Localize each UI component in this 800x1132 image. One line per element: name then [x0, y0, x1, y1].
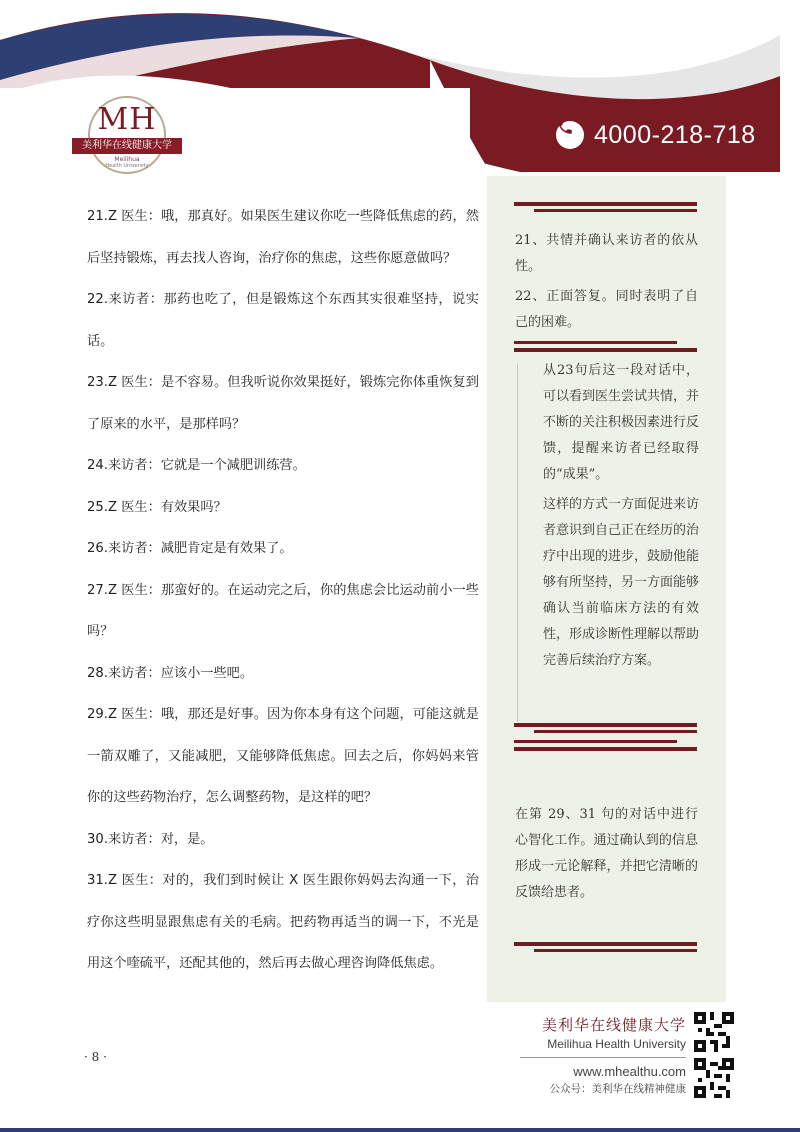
logo-mark: MH	[97, 102, 157, 137]
qr-code-icon[interactable]	[694, 1058, 734, 1098]
dialogue-line-29: 29.Z 医生：哦，那还是好事。因为你本身有这个问题，可能这就是一箭双雕了，又能减肥，又能够降低焦虑。回去之后，你妈妈来管你的这些药物治疗，怎么调整药物，是这样的吧？	[87, 707, 479, 805]
sidebar-divider	[514, 723, 697, 737]
phone-icon	[556, 121, 584, 149]
sidebar-divider	[514, 740, 697, 754]
website-link[interactable]: www.mhealthu.com	[573, 1064, 686, 1079]
sidebar-divider	[514, 202, 697, 216]
annotation-note-1	[515, 228, 698, 340]
annotation-text: 21、共情并确认来访者的依从性。	[515, 233, 698, 274]
footer-brand	[520, 1014, 686, 1096]
page-number: · 8 ·	[84, 1050, 107, 1064]
dialogue-line-26: 26.来访者：减肥肯定是有效果了。	[87, 541, 293, 556]
annotation-text: 从23句后这一段对话中，可以看到医生尝试共情，并不断的关注积极因素进行反馈，提醒来访者已经取得的“成果”。	[543, 363, 700, 482]
dialogue-line-30: 30.来访者：对，是。	[87, 831, 214, 847]
brand-name-en: Meilihua Health University	[547, 1037, 686, 1051]
dialogue-line-25: 25.Z 医生：有效果吗？	[87, 499, 227, 515]
dialogue-line-21: 21.Z 医生：哦，那真好。如果医生建议你吃一些降低焦虑的药，然后坚持锻炼，再去找人咨询，治疗你的焦虑，这些你愿意做吗？	[87, 209, 479, 266]
annotation-text: 这样的方式一方面促进来访者意识到自己正在经历的治疗中出现的进步，鼓励他能够有所坚持，另一方面能够确认当前临床方法的有效性，形成诊断性理解以帮助完善后续治疗方案。	[543, 497, 700, 668]
annotation-text: 在第 29、31 句的对话中进行心智化工作。通过确认到的信息形成一元论解释，并把它清晰的反馈给患者。	[515, 807, 698, 900]
annotation-sidebar	[487, 176, 726, 1002]
logo-subtitle: Meilihua	[114, 156, 140, 163]
annotation-note-3	[515, 802, 698, 910]
annotation-note-2	[543, 358, 699, 678]
phone-contact[interactable]	[556, 118, 756, 152]
brand-logo	[72, 96, 182, 180]
brand-name-cn: 美利华在线健康大学	[541, 1016, 686, 1034]
logo-subtitle-2: Health University	[105, 163, 149, 169]
dialogue-line-28: 28.来访者：应该小一些吧。	[87, 665, 254, 681]
qr-code-icon[interactable]	[694, 1012, 734, 1052]
dialogue-line-24: 24.来访者：它就是一个减肥训练营。	[87, 458, 306, 473]
dialogue-line-31: 31.Z 医生：对的，我们到时候让 X 医生跟你妈妈去沟通一下，治疗你这些明显跟焦虑有关的毛病。把药物再适当的调一下，不光是用这个喹硫平，还配其他的，然后再去做心理咨询降低焦虑。	[87, 873, 479, 971]
annotation-rule	[517, 364, 518, 722]
dialogue-line-22: 22.来访者：那药也吃了，但是锻炼这个东西其实很难坚持，说实话。	[87, 292, 479, 349]
dialogue-column	[87, 196, 479, 985]
sidebar-divider	[514, 341, 697, 355]
page-header	[0, 0, 800, 180]
annotation-text: 22、正面答复。同时表明了自己的困难。	[515, 289, 698, 330]
dialogue-line-27: 27.Z 医生：那蛮好的。在运动完之后，你的焦虑会比运动前小一些吗？	[87, 582, 479, 639]
dialogue-line-23: 23.Z 医生：是不容易。但我听说你效果挺好，锻炼完你体重恢复到了原来的水平，是那样吗？	[87, 375, 479, 432]
footer-rule	[0, 1128, 800, 1132]
phone-number: 4000-218-718	[594, 120, 756, 149]
footer-divider	[520, 1057, 686, 1058]
sidebar-divider	[514, 942, 697, 956]
wechat-account: 公众号：美利华在线精神健康	[549, 1083, 686, 1095]
logo-ribbon: 美利华在线健康大学	[72, 138, 182, 154]
